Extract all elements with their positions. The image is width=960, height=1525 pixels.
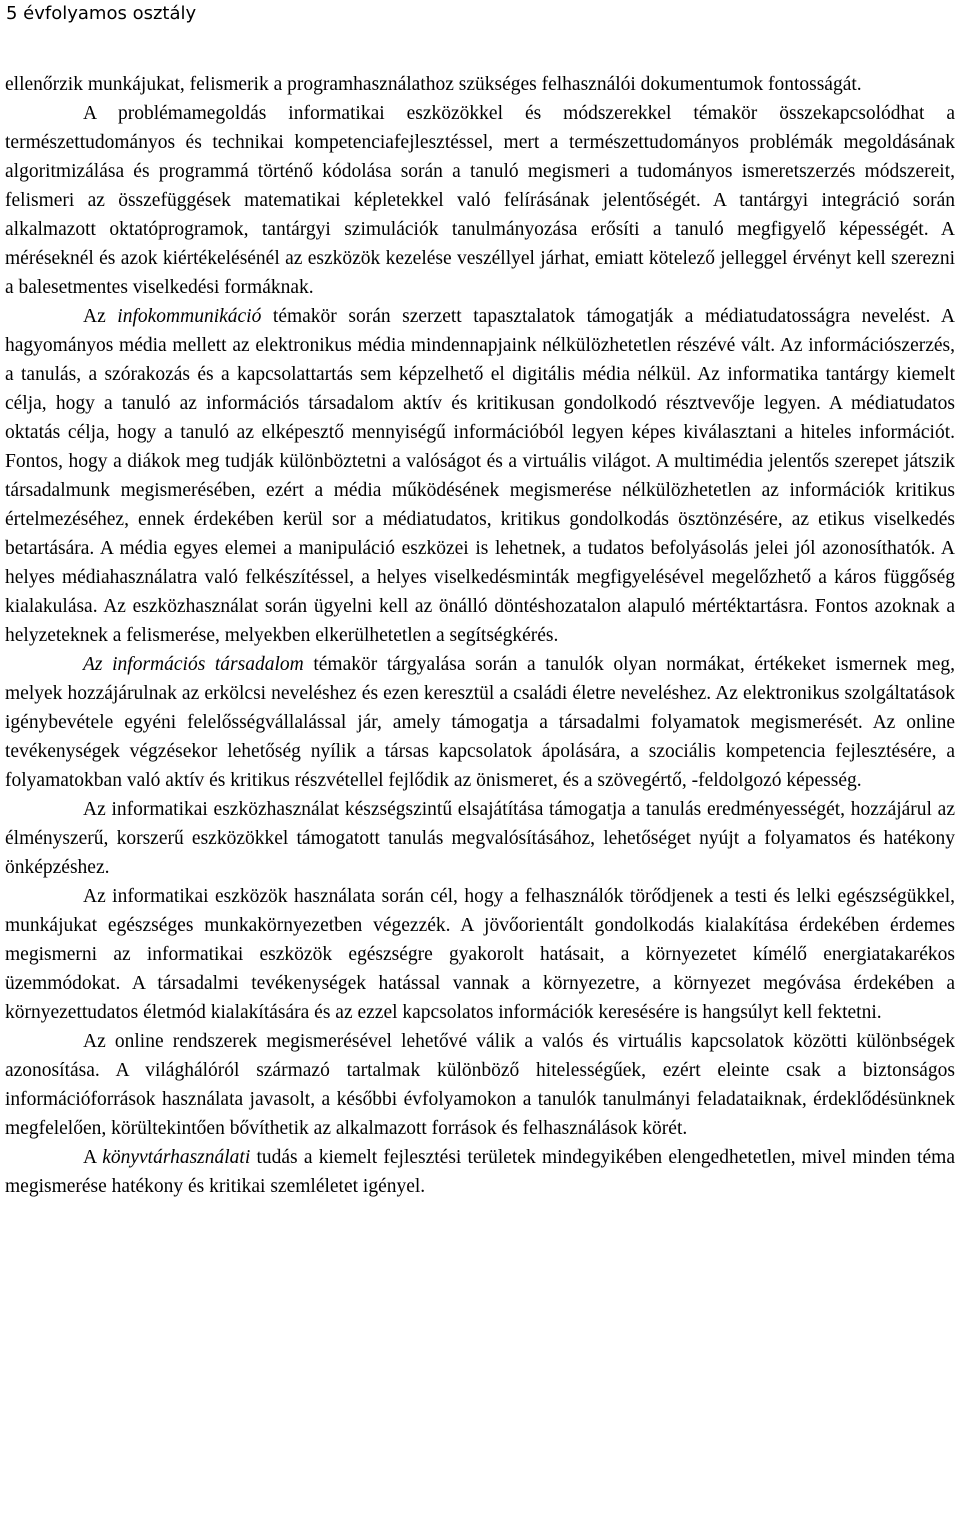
paragraph-2: A problémamegoldás informatikai eszközökkel és módszerekkel témakör összekapcsolódhat a természettudományos és technikai kompetenciafejlesztéssel, mert a természettudományos problémák megoldásának algoritmizálása és programmá történő kódolása során a tanuló megismeri a tudományos ismeretszerzés módszereit, felismeri az összefüggések matematikai képletekkel való felírásának jelentőségét. A tantárgyi integráció során alkalmazott oktatóprogramok, tantárgyi szimulációk tanulmányozása erősíti a tanuló megfigyelő képességét. A méréseknél és azok kiértékelésénél az eszközök kezelése veszéllyel járhat, emiatt kötelező jelleggel érvényt kell szerezni a balesetmentes viselkedési formáknak. bbox=[5, 103, 955, 298]
paragraph-3-emphasis: infokommunikáció bbox=[117, 306, 262, 327]
paragraph-6: Az informatikai eszközök használata során cél, hogy a felhasználók törődjenek a testi és lelki egészségükkel, munkájukat egészséges munkakörnyezetben végezzék. A jövőorientált gondolkodás kialakítása érdekében érdemes megismerni az informatikai eszközök egészségre gyakorolt hatásait, a környezetet kímélő energiatakarékos üzemmódokat. A társadalmi tevékenységek hatással vannak a környezetre, a környezet megóvása érdekében a környezettudatos életmód kialakítására és az ezzel kapcsolatos információk keresésére is hangsúlyt kell fektetni. bbox=[5, 886, 955, 1023]
paragraph-7: Az online rendszerek megismerésével lehetővé válik a valós és virtuális kapcsolatok közötti különbségek azonosítása. A világhálóról származó tartalmak különböző hitelességűek, ezért eleinte csak a biztonságos információforrások használata javasolt, a későbbi évfolyamokon a tanulók tanulmányi feladataiknak, érdeklődésünknek megfelelően, körültekintően bővíthetik az alkalmazott források és felhasználások körét. bbox=[5, 1031, 955, 1139]
paragraph-8-rest: tudás a kiemelt fejlesztési területek mindegyikében elengedhetetlen, mivel minden téma megismerése hatékony és kritikai szemléletet igényel. bbox=[5, 1147, 955, 1197]
paragraph-4-rest: témakör tárgyalása során a tanulók olyan normákat, értékeket ismernek meg, melyek hozzájárulnak az erkölcsi neveléshez és ezen keresztül a családi életre neveléshez. Az elektronikus szolgáltatások igénybevétele egyéni felelősségvállalással jár, amely támogatja a társadalmi folyamatok megismerését. Az online tevékenységek végzésekor lehetőség nyílik a társas kapcsolatok ápolására, a szociális kompetencia fejlesztésére, a folyamatokban való aktív és kritikus részvétellel fejlődik az önismeret, és a szövegértő, -feldolgozó képesség. bbox=[5, 654, 955, 791]
paragraph-5: Az informatikai eszközhasználat készségszintű elsajátítása támogatja a tanulás eredményességét, hozzájárul az élményszerű, korszerű eszközökkel támogatott tanulás megvalósításához, lehetőséget nyújt a folyamatos és hatékony önképzéshez. bbox=[5, 799, 955, 878]
paragraph-8 bbox=[5, 1143, 955, 1201]
paragraph-3 bbox=[5, 302, 955, 650]
page-header: 5 évfolyamos osztály bbox=[6, 3, 197, 24]
paragraph-3-rest: témakör során szerzett tapasztalatok támogatják a médiatudatosságra nevelést. A hagyományos média mellett az elektronikus média mindennapjaink nélkülözhetetlen részévé vált. Az információszerzés, a tanulás, a szórakozás és a kapcsolattartás sem képzelhető el digitális média nélkül. Az informatika tantárgy kiemelt célja, hogy a tanuló az információs társadalom aktív és kritikusan gondolkodó résztvevője legyen. A médiatudatos oktatás célja, hogy a tanuló az elképesztő mennyiségű információból legyen képes kiválasztani a hiteles információt. Fontos, hogy a diákok meg tudják különböztetni a valóságot és a virtuális világot. A multimédia jelentős szerepet játszik társadalmunk megismerésében, ezért a média működésének megismerése nélkülözhetetlen az információk kritikus értelmezéséhez, ennek érdekében kerül sor a médiatudatos, kritikus gondolkodás ösztönzésére, az etikus viselkedés betartására. A média egyes elemei a manipuláció eszközei is lehetnek, a tudatos befolyásolás jelei jól azonosíthatók. A helyes médiahasználatra való felkészítéssel, a helyes viselkedésminták megfigyelésével megelőzhető a káros függőség kialakulása. Az eszközhasználat során ügyelni kell az önálló döntéshozatalon alapuló mértéktartásra. Fontos azoknak a helyzeteknek a felismerése, melyekben elkerülhetetlen a segítségkérés. bbox=[5, 306, 955, 646]
paragraph-1: ellenőrzik munkájukat, felismerik a programhasználathoz szükséges felhasználói dokumentumok fontosságát. bbox=[5, 74, 862, 95]
paragraph-4-emphasis: Az információs társadalom bbox=[83, 654, 304, 675]
paragraph-8-start: A bbox=[83, 1147, 103, 1168]
document-body bbox=[5, 70, 955, 1201]
paragraph-8-emphasis: könyvtárhasználati bbox=[102, 1147, 251, 1168]
paragraph-4 bbox=[5, 650, 955, 795]
paragraph-3-start: Az bbox=[83, 306, 118, 327]
